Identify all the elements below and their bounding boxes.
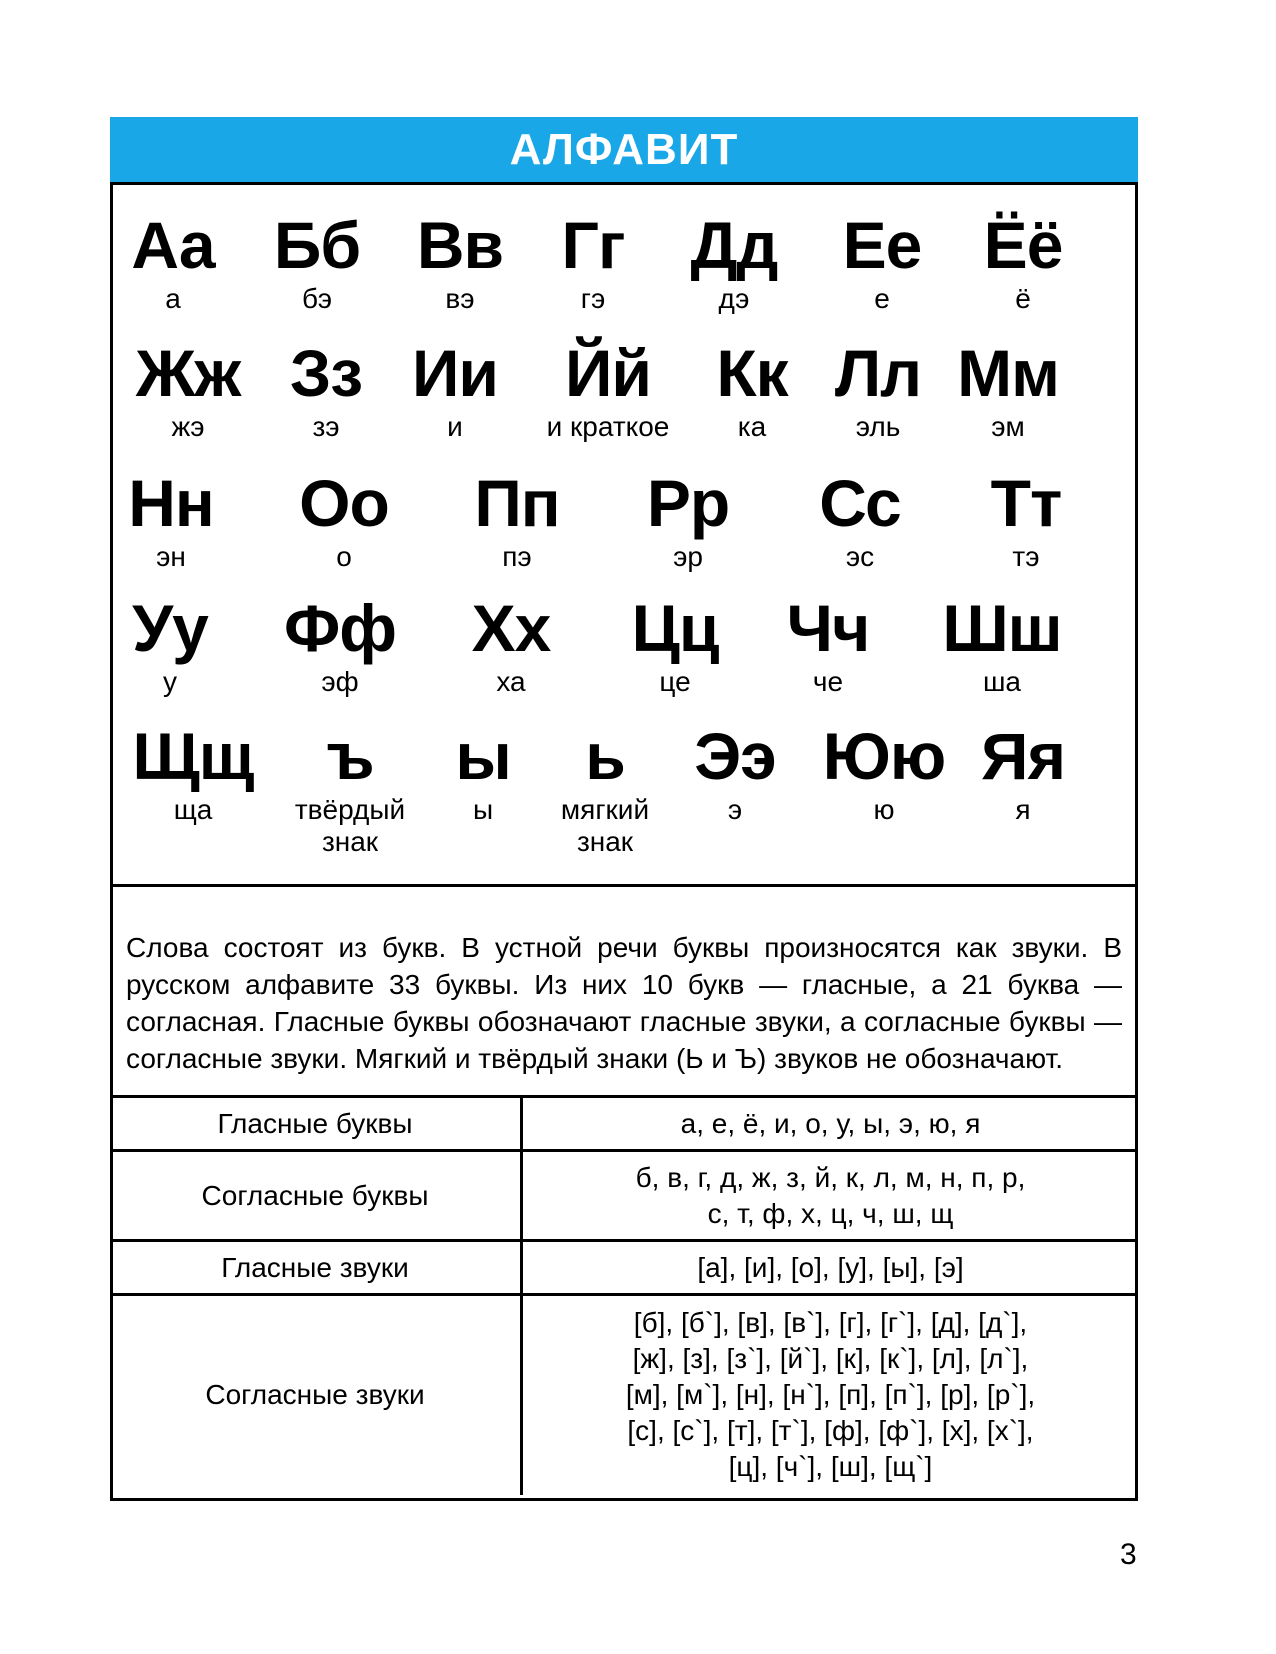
letter-glyph: Тт	[990, 466, 1062, 540]
letter-name: ю	[873, 794, 895, 825]
letter-name: я	[1015, 794, 1031, 825]
letter-card	[691, 207, 778, 315]
row-label: Гласные звуки	[110, 1241, 522, 1295]
letter-name: эм	[991, 411, 1025, 442]
alphabet-row	[113, 718, 1135, 857]
letter-name: эль	[855, 411, 901, 442]
letter-card	[128, 465, 214, 573]
letter-glyph: Мм	[957, 336, 1059, 410]
letter-card	[562, 207, 625, 315]
letter-card	[823, 718, 945, 826]
letter-name: ка	[737, 411, 767, 442]
letter-card	[284, 590, 396, 698]
alphabet-grid	[113, 185, 1135, 895]
letter-card	[561, 718, 649, 858]
letter-card	[984, 207, 1063, 315]
letter-name: и	[447, 411, 463, 442]
letter-card	[274, 207, 360, 315]
table-row	[110, 1241, 1138, 1295]
letter-name: э	[727, 794, 743, 825]
letter-card	[957, 335, 1059, 443]
letter-card	[647, 465, 729, 573]
letter-card	[417, 207, 503, 315]
letter-glyph: Аа	[131, 208, 215, 282]
letter-card	[981, 718, 1065, 826]
letter-glyph: Жж	[135, 336, 241, 410]
row-value: [а], [и], [о], [у], [ы], [э]	[522, 1241, 1139, 1295]
letter-name: эф	[321, 666, 359, 697]
letter-name: а	[165, 283, 181, 314]
letter-glyph: Чч	[786, 591, 870, 665]
letter-glyph: Зз	[289, 336, 363, 410]
letter-glyph: Ээ	[694, 719, 776, 793]
page-number: 3	[1120, 1538, 1137, 1571]
letter-glyph: Цц	[631, 591, 719, 665]
letter-glyph: Гг	[561, 208, 625, 282]
section-divider	[110, 884, 1138, 887]
letter-glyph: Сс	[819, 466, 901, 540]
table-row	[110, 1151, 1138, 1241]
letter-name: ха	[496, 666, 526, 697]
letter-name: эн	[156, 541, 186, 572]
letter-glyph: Дд	[690, 208, 778, 282]
letter-card	[716, 335, 787, 443]
letter-glyph: Щщ	[132, 719, 254, 793]
letter-card	[290, 335, 362, 443]
letter-glyph: Юю	[822, 719, 946, 793]
letter-glyph: Ёё	[983, 208, 1063, 282]
letter-card	[991, 465, 1062, 573]
table-row	[110, 1295, 1138, 1495]
letter-name: дэ	[718, 283, 750, 314]
letter-glyph: Нн	[128, 466, 214, 540]
letter-glyph: Бб	[273, 208, 361, 282]
letter-name: вэ	[445, 283, 475, 314]
letter-name: эр	[673, 541, 703, 572]
letter-glyph: ь	[585, 719, 625, 793]
letter-name: зэ	[312, 411, 340, 442]
letter-card	[787, 590, 870, 698]
letter-glyph: Яя	[981, 719, 1065, 793]
letter-name: бэ	[301, 283, 332, 314]
info-paragraph: Слова состоят из букв. В устной речи буквы произносятся как звуки. В русском алфавите 33 буквы. Из них 10 букв — гласные, а 21 буква — согласная. Гласные буквы обозначают гласные звуки, а согласные буквы — согласные звуки. Мягкий и твёрдый знаки (Ь и Ъ) звуков не обозначают.	[126, 932, 1122, 1074]
letter-card	[455, 718, 510, 826]
letter-name: эс	[845, 541, 875, 572]
row-value: б, в, г, д, ж, з, й, к, л, м, н, п, р, с, т, ф, х, ц, ч, ш, щ	[522, 1151, 1139, 1241]
alphabet-row	[113, 207, 1135, 337]
letter-name: твёрдый знак	[294, 794, 406, 857]
letter-name: жэ	[171, 411, 205, 442]
letter-name: гэ	[580, 283, 606, 314]
row-value: а, е, ё, и, о, у, ы, э, ю, я	[522, 1097, 1139, 1151]
letter-name: це	[659, 666, 691, 697]
letter-card	[295, 718, 405, 858]
letter-card	[412, 335, 498, 443]
letter-name: че	[812, 666, 844, 697]
letter-card	[843, 207, 922, 315]
letter-card	[547, 335, 670, 443]
letter-glyph: Ии	[411, 336, 499, 410]
letter-glyph: Оо	[299, 466, 389, 540]
letter-glyph: Фф	[283, 591, 397, 665]
letter-glyph: Хх	[471, 591, 551, 665]
letter-name: ы	[472, 794, 494, 825]
letter-card	[299, 465, 389, 573]
letter-card	[132, 590, 208, 698]
letter-card	[472, 590, 551, 698]
page-title: АЛФАВИТ	[509, 124, 739, 174]
letter-card	[136, 335, 240, 443]
row-value: [б], [б`], [в], [в`], [г], [г`], [д], [д`], [ж], [з], [з`], [й`], [к], [к`], [л], [л`], [м], [м`], [н], [н`], [п], [п`], [р], [р`], [с], [с`], [т], [т`], [ф], [ф`], [х], [х`], [ц], [ч`], [ш], [щ`]	[522, 1295, 1139, 1495]
letter-name: ё	[1015, 283, 1031, 314]
alphabet-row	[113, 465, 1135, 595]
letter-name: ща	[173, 794, 213, 825]
letter-name: пэ	[502, 541, 532, 572]
letter-card	[133, 718, 254, 826]
title-bar	[110, 117, 1138, 185]
table-row	[110, 1097, 1138, 1151]
letter-card	[632, 590, 719, 698]
letter-card	[835, 335, 921, 443]
letter-glyph: Йй	[564, 336, 652, 410]
row-label: Гласные буквы	[110, 1097, 522, 1151]
letter-card	[474, 465, 559, 573]
letter-glyph: Шш	[942, 591, 1062, 665]
letter-card	[694, 718, 775, 826]
letter-glyph: Вв	[416, 208, 504, 282]
letter-card	[942, 590, 1061, 698]
letter-name: тэ	[1012, 541, 1040, 572]
letter-card	[131, 207, 214, 315]
letter-name: е	[874, 283, 890, 314]
alphabet-row	[113, 335, 1135, 465]
letter-name: о	[336, 541, 352, 572]
letter-glyph: Пп	[474, 466, 560, 540]
letter-glyph: ы	[455, 719, 511, 793]
alphabet-row	[113, 590, 1135, 720]
letter-glyph: Кк	[716, 336, 788, 410]
letter-glyph: Уу	[132, 591, 208, 665]
letters-sounds-table	[110, 1095, 1138, 1495]
letter-name: ша	[982, 666, 1022, 697]
letter-name: у	[162, 666, 177, 697]
letter-glyph: Лл	[834, 336, 922, 410]
letter-glyph: ъ	[326, 719, 374, 793]
letter-name: и краткое	[546, 411, 670, 442]
letter-card	[819, 465, 901, 573]
letter-glyph: Ее	[842, 208, 922, 282]
row-label: Согласные звуки	[110, 1295, 522, 1495]
row-label: Согласные буквы	[110, 1151, 522, 1241]
letter-glyph: Рр	[646, 466, 730, 540]
letter-name: мягкий знак	[560, 794, 650, 857]
